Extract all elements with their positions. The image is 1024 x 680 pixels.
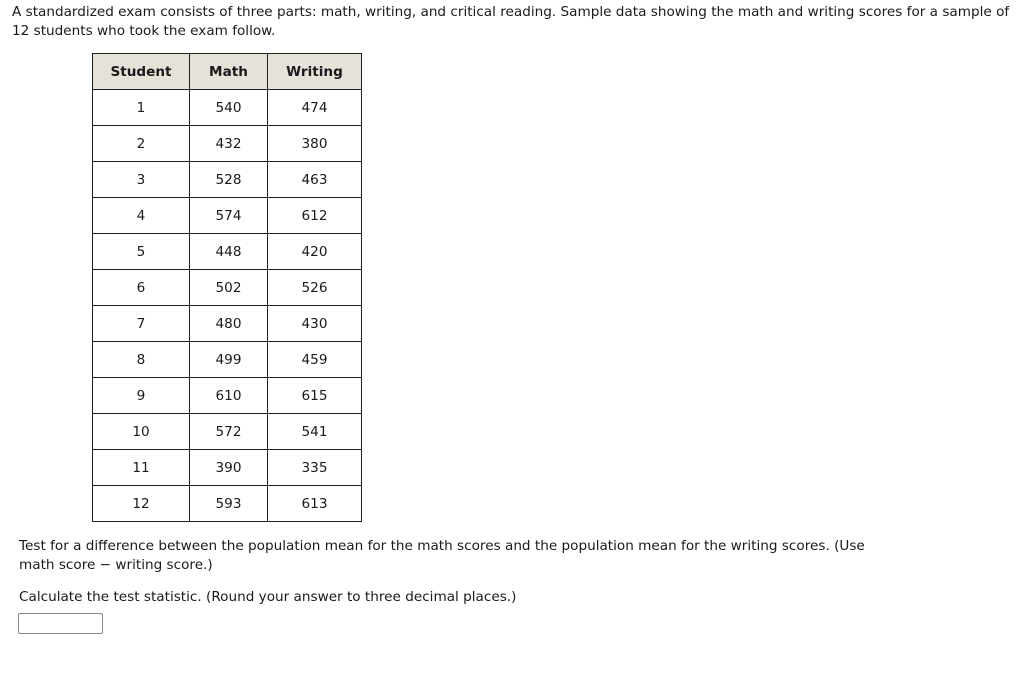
math-cell: 390 <box>190 450 268 486</box>
table-row <box>93 270 362 306</box>
writing-cell: 335 <box>268 450 362 486</box>
table-header-row <box>93 54 362 90</box>
table-row <box>93 414 362 450</box>
table-row <box>93 342 362 378</box>
table-row <box>93 126 362 162</box>
problem-intro: A standardized exam consists of three parts: math, writing, and critical reading. Sample data showing the math and writing scores for a sample of 12 students who took the exam follow. <box>12 4 1010 39</box>
instruction-text: Calculate the test statistic. (Round your answer to three decimal places.) <box>19 589 517 605</box>
math-cell: 432 <box>190 126 268 162</box>
student-cell: 1 <box>93 90 190 126</box>
table-row <box>93 450 362 486</box>
student-cell: 2 <box>93 126 190 162</box>
student-cell: 3 <box>93 162 190 198</box>
math-cell: 480 <box>190 306 268 342</box>
math-cell: 448 <box>190 234 268 270</box>
math-cell: 593 <box>190 486 268 522</box>
math-cell: 574 <box>190 198 268 234</box>
student-cell: 4 <box>93 198 190 234</box>
student-cell: 9 <box>93 378 190 414</box>
writing-cell: 615 <box>268 378 362 414</box>
writing-cell: 463 <box>268 162 362 198</box>
question-text: Test for a difference between the population mean for the math scores and the population mean for the writing scores. (Use math score − writing score.) <box>19 538 865 573</box>
writing-cell: 420 <box>268 234 362 270</box>
writing-cell: 474 <box>268 90 362 126</box>
table-row <box>93 90 362 126</box>
test-statistic-input[interactable] <box>18 613 103 634</box>
writing-cell: 541 <box>268 414 362 450</box>
table-row <box>93 198 362 234</box>
student-cell: 7 <box>93 306 190 342</box>
writing-cell: 613 <box>268 486 362 522</box>
writing-cell: 459 <box>268 342 362 378</box>
table-body <box>93 90 362 522</box>
student-cell: 12 <box>93 486 190 522</box>
student-cell: 10 <box>93 414 190 450</box>
math-cell: 572 <box>190 414 268 450</box>
writing-cell: 526 <box>268 270 362 306</box>
math-cell: 499 <box>190 342 268 378</box>
math-cell: 528 <box>190 162 268 198</box>
student-cell: 11 <box>93 450 190 486</box>
writing-cell: 430 <box>268 306 362 342</box>
math-cell: 502 <box>190 270 268 306</box>
table-row <box>93 162 362 198</box>
header-student: Student <box>93 54 190 90</box>
table-row <box>93 486 362 522</box>
header-writing: Writing <box>268 54 362 90</box>
header-math: Math <box>190 54 268 90</box>
scores-table <box>92 53 362 522</box>
math-cell: 540 <box>190 90 268 126</box>
writing-cell: 612 <box>268 198 362 234</box>
student-cell: 5 <box>93 234 190 270</box>
student-cell: 6 <box>93 270 190 306</box>
table-row <box>93 378 362 414</box>
table-row <box>93 306 362 342</box>
table-row <box>93 234 362 270</box>
math-cell: 610 <box>190 378 268 414</box>
writing-cell: 380 <box>268 126 362 162</box>
student-cell: 8 <box>93 342 190 378</box>
